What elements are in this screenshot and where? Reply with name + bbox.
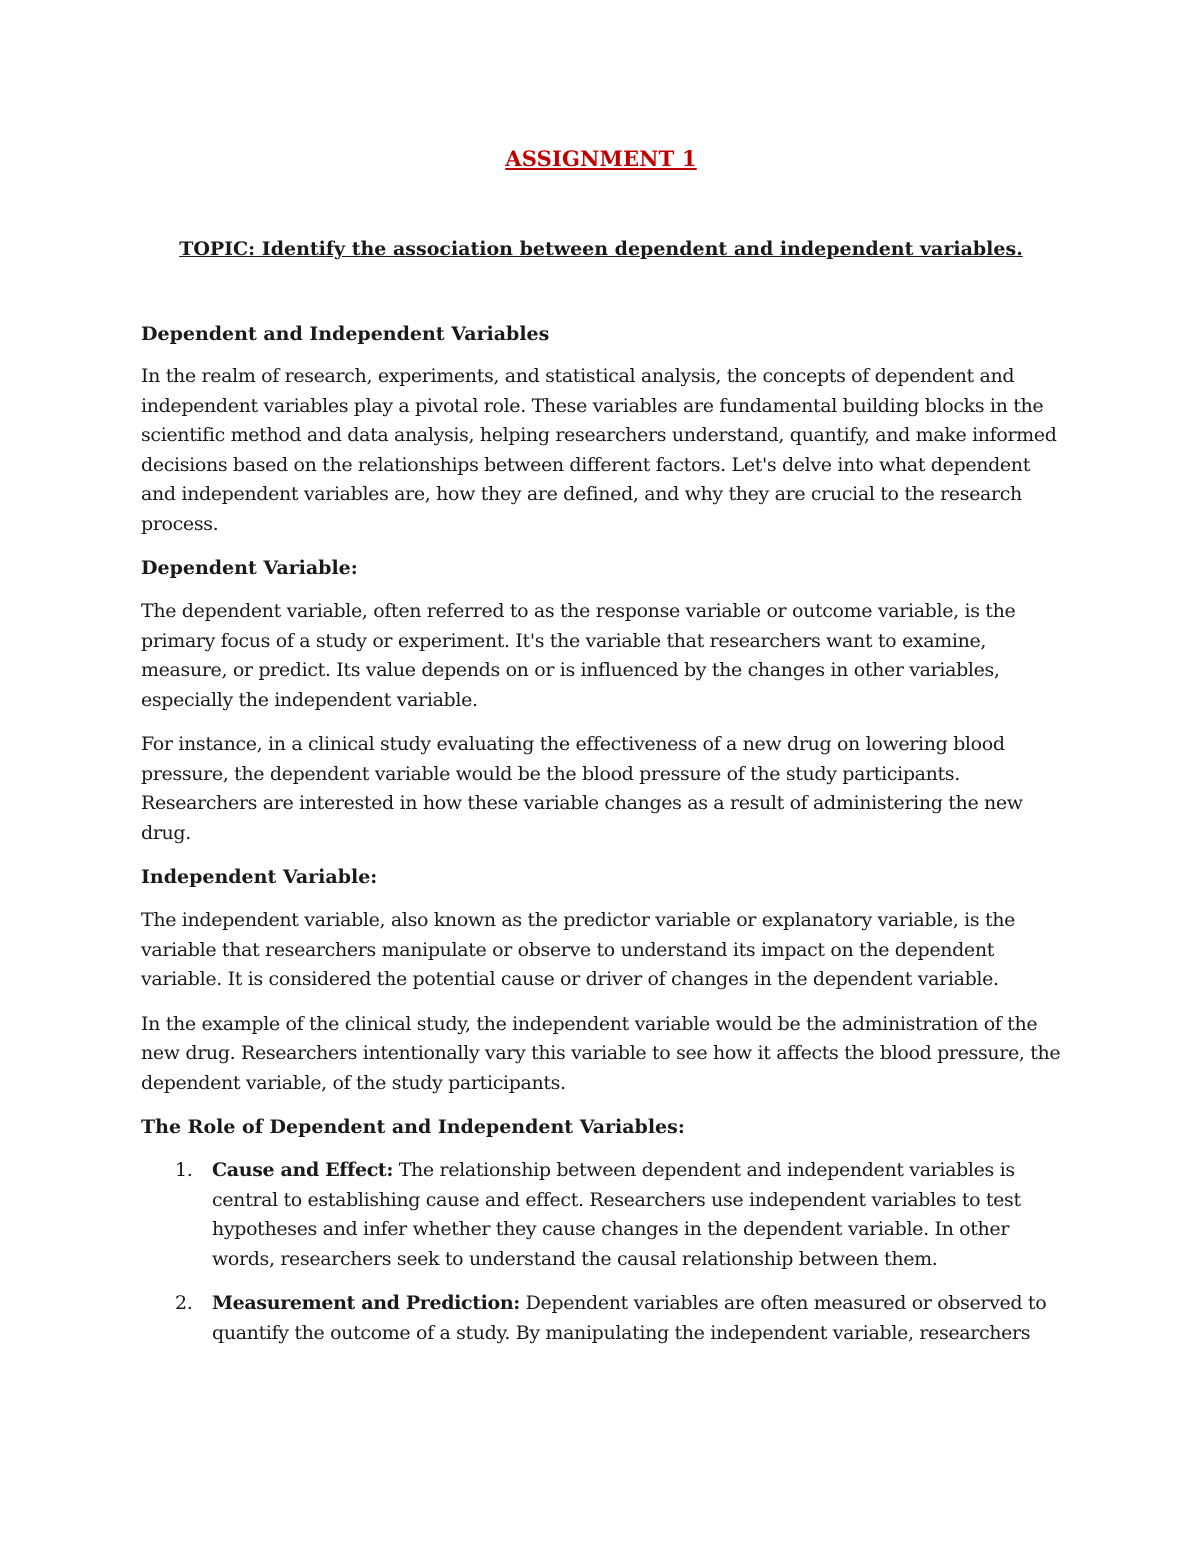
list-number: 1. [175, 1159, 193, 1181]
document-page [141, 140, 1061, 1363]
list-item-label: Measurement and Prediction: [212, 1292, 520, 1314]
role-list [141, 1156, 1061, 1348]
main-heading: Dependent and Independent Variables [141, 323, 550, 345]
independent-variable-heading: Independent Variable: [141, 866, 378, 888]
dependent-variable-heading: Dependent Variable: [141, 557, 358, 579]
intro-paragraph: In the realm of research, experiments, and statistical analysis, the concepts of dependent and independent variables play a pivotal role. These variables are fundamental building blocks in the scientific method and data analysis, helping researchers understand, quantify, and make informed decisions based on the relationships between different factors. Let's delve into what dependent and independent variables are, how they are defined, and why they are crucial to the research process. [141, 365, 1057, 535]
list-number: 2. [175, 1292, 193, 1314]
list-item [141, 1289, 1061, 1348]
topic-heading: TOPIC: Identify the association between dependent and independent variables. [179, 238, 1023, 260]
assignment-title: ASSIGNMENT 1 [505, 146, 697, 171]
independent-paragraph-2: In the example of the clinical study, the independent variable would be the administration of the new drug. Researchers intentionally vary this variable to see how it affects the blood pressure, the dependent variable, of the study participants. [141, 1012, 1061, 1094]
list-item-text: Dependent variables are often measured or observed to quantify the outcome of a study. By manipulating the independent variable, researchers [212, 1292, 1047, 1344]
dependent-paragraph-1: The dependent variable, often referred to as the response variable or outcome variable, is the primary focus of a study or experiment. It's the variable that researchers want to examine, measure, or predict. Its value depends on or is influenced by the changes in other variables, especially the independent variable. [141, 600, 1016, 711]
list-item-text: The relationship between dependent and independent variables is central to establishing cause and effect. Researchers use independent variables to test hypotheses and infer whether they cause changes in the dependent variable. In other words, researchers seek to understand the causal relationship between them. [212, 1159, 1021, 1270]
dependent-paragraph-2: For instance, in a clinical study evaluating the effectiveness of a new drug on lowering blood pressure, the dependent variable would be the blood pressure of the study participants. Researchers are interested in how these variable changes as a result of administering the new drug. [141, 733, 1023, 844]
list-item [141, 1156, 1061, 1274]
list-item-label: Cause and Effect: [212, 1159, 393, 1181]
role-heading: The Role of Dependent and Independent Variables: [141, 1116, 685, 1138]
independent-paragraph-1: The independent variable, also known as the predictor variable or explanatory variable, is the variable that researchers manipulate or observe to understand its impact on the dependent variable. It is considered the potential cause or driver of changes in the dependent variable. [141, 909, 1016, 990]
